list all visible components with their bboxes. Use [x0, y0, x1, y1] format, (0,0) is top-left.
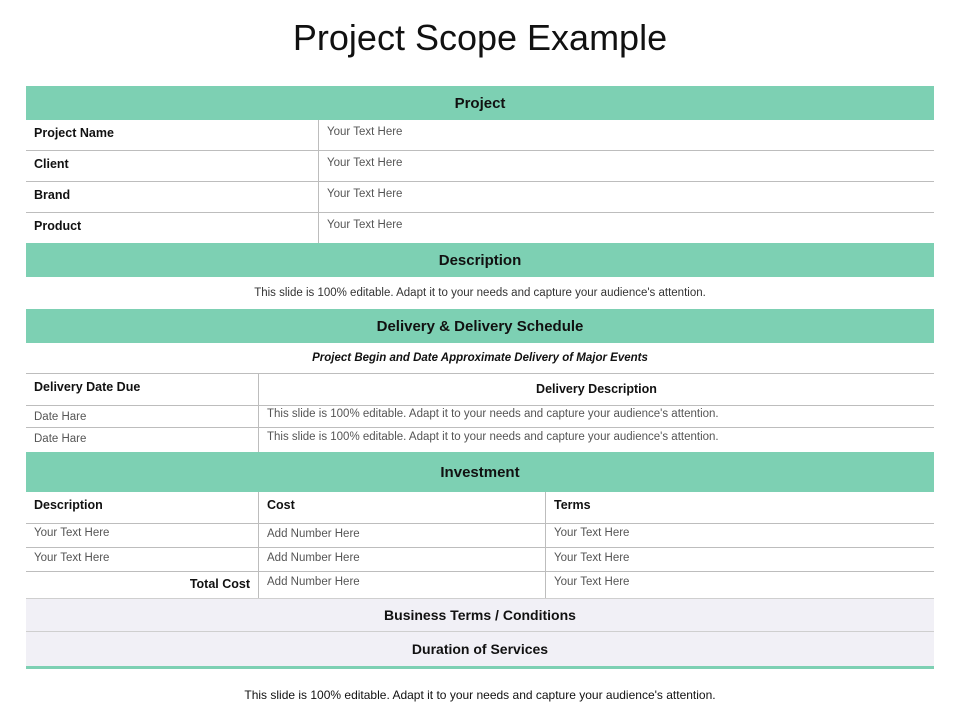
client-value[interactable]: Your Text Here — [318, 151, 934, 181]
description-text[interactable]: This slide is 100% editable. Adapt it to your needs and capture your audience's attention. — [254, 287, 706, 299]
description-header: Description — [26, 243, 934, 277]
business-terms-header: Business Terms / Conditions — [26, 598, 934, 632]
total-terms-value[interactable]: Your Text Here — [545, 572, 934, 598]
delivery-date-value[interactable]: Date Hare — [34, 433, 87, 445]
product-value[interactable]: Your Text Here — [318, 213, 934, 243]
delivery-row — [26, 406, 934, 428]
investment-description-column: Description — [34, 498, 103, 512]
project-name-value[interactable]: Your Text Here — [318, 120, 934, 150]
delivery-header: Delivery & Delivery Schedule — [26, 309, 934, 343]
project-row-client — [26, 151, 934, 182]
product-label: Product — [34, 219, 82, 233]
total-cost-value[interactable]: Add Number Here — [258, 572, 545, 598]
delivery-subheader: Project Begin and Date Approximate Delivery of Major Events — [312, 352, 648, 364]
brand-label: Brand — [34, 188, 71, 202]
project-row-product — [26, 213, 934, 243]
delivery-row — [26, 428, 934, 452]
client-label: Client — [34, 157, 69, 171]
description-body — [26, 277, 934, 309]
investment-terms-column: Terms — [545, 492, 934, 523]
investment-total-row — [26, 572, 934, 598]
investment-description-value[interactable]: Your Text Here — [34, 527, 110, 539]
page-title: Project Scope Example — [292, 17, 668, 58]
investment-description-value[interactable]: Your Text Here — [34, 552, 110, 564]
project-row-brand — [26, 182, 934, 213]
delivery-subheader-row — [26, 343, 934, 374]
investment-row — [26, 524, 934, 548]
investment-cost-value[interactable]: Add Number Here — [258, 524, 545, 547]
footer-note: This slide is 100% editable. Adapt it to your needs and capture your audience's attention. — [244, 688, 716, 702]
investment-cost-value[interactable]: Add Number Here — [258, 548, 545, 571]
investment-header: Investment — [26, 452, 934, 492]
investment-cost-column: Cost — [258, 492, 545, 523]
duration-header: Duration of Services — [26, 632, 934, 666]
total-cost-label: Total Cost — [189, 577, 250, 591]
project-row-name — [26, 120, 934, 151]
delivery-desc-value[interactable]: This slide is 100% editable. Adapt it to your needs and capture your audience's attention. — [258, 406, 934, 427]
investment-columns-row — [26, 492, 934, 524]
bottom-rule — [26, 666, 934, 669]
project-header: Project — [26, 86, 934, 120]
delivery-date-value[interactable]: Date Hare — [34, 411, 87, 423]
investment-terms-value[interactable]: Your Text Here — [545, 548, 934, 571]
delivery-desc-value[interactable]: This slide is 100% editable. Adapt it to your needs and capture your audience's attention. — [258, 428, 934, 452]
investment-row — [26, 548, 934, 572]
delivery-description-column: Delivery Description — [258, 374, 934, 405]
scope-sheet — [26, 86, 934, 669]
brand-value[interactable]: Your Text Here — [318, 182, 934, 212]
project-name-label: Project Name — [34, 126, 114, 140]
delivery-date-column: Delivery Date Due — [34, 380, 141, 394]
investment-terms-value[interactable]: Your Text Here — [545, 524, 934, 547]
delivery-columns-row — [26, 374, 934, 406]
